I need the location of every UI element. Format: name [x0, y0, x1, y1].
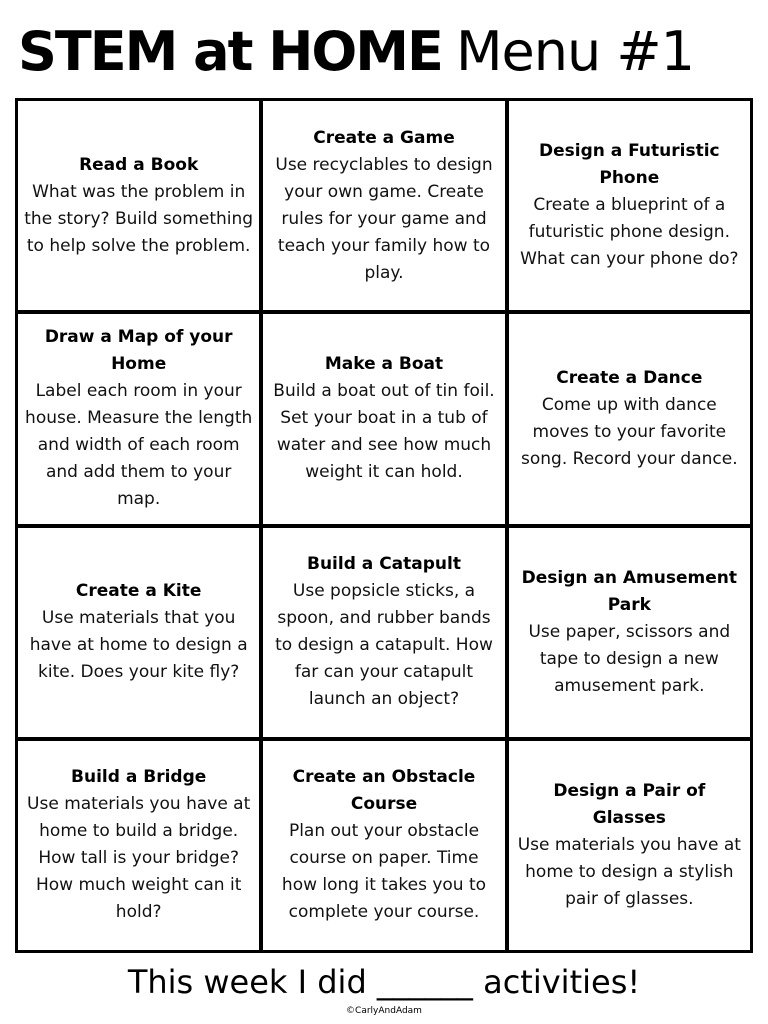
- title-light-part: Menu #1: [455, 20, 694, 83]
- activity-description: Build a boat out of tin foil. Set your boat in a tub of water and see how much weight it can hold.: [273, 381, 495, 483]
- activity-cell-create-a-game: [263, 101, 504, 310]
- activity-cell-obstacle-course: [263, 741, 504, 950]
- activity-grid: [15, 98, 753, 953]
- activity-description: Use recyclables to design your own game. Create rules for your game and teach your family how to play.: [275, 154, 493, 283]
- activity-description: Use materials you have at home to design a stylish pair of glasses.: [517, 834, 741, 909]
- activity-title: Make a Boat: [324, 354, 444, 375]
- activity-cell-build-a-catapult: [263, 528, 504, 737]
- activity-title: Draw a Map of your Home: [44, 327, 233, 375]
- activity-description: Come up with dance moves to your favorite song. Record your dance.: [521, 394, 738, 469]
- activity-cell-map-of-home: [18, 314, 259, 523]
- activity-title: Build a Bridge: [71, 767, 207, 788]
- activity-cell-create-a-kite: [18, 528, 259, 737]
- activity-description: Create a blueprint of a futuristic phone design. What can your phone do?: [520, 195, 739, 270]
- activity-description: Use materials that you have at home to design a kite. Does your kite fly?: [29, 608, 248, 683]
- activity-cell-pair-of-glasses: [509, 741, 750, 950]
- activity-description: Use paper, scissors and tape to design a new amusement park.: [528, 621, 731, 696]
- activity-title: Read a Book: [79, 154, 199, 175]
- activity-title: Design a Pair of Glasses: [553, 780, 706, 828]
- activity-title: Create a Kite: [75, 581, 202, 602]
- page-title: [18, 12, 694, 92]
- activity-title: Create a Game: [313, 127, 455, 148]
- activity-title: Design a Futuristic Phone: [539, 141, 720, 189]
- activity-description: What was the problem in the story? Build something to help solve the problem.: [24, 181, 254, 256]
- title-bold-part: STEM at HOME: [18, 20, 442, 83]
- activity-cell-amusement-park: [509, 528, 750, 737]
- activity-description: Use popsicle sticks, a spoon, and rubber bands to design a catapult. How far can your catapult launch an object?: [275, 581, 493, 710]
- activity-title: Design an Amusement Park: [521, 567, 737, 615]
- activity-description: Plan out your obstacle course on paper. Time how long it takes you to complete your course.: [281, 821, 487, 923]
- activity-cell-create-a-dance: [509, 314, 750, 523]
- activity-title: Create a Dance: [556, 367, 703, 388]
- activity-cell-read-a-book: [18, 101, 259, 310]
- activity-cell-make-a-boat: [263, 314, 504, 523]
- activity-title: Build a Catapult: [307, 554, 461, 575]
- activity-description: Label each room in your house. Measure the length and width of each room and add them to your map.: [25, 381, 253, 510]
- copyright-notice: ©CarlyAndAdam: [346, 1006, 422, 1016]
- activity-cell-futuristic-phone: [509, 101, 750, 310]
- activities-count-line: This week I did ______ activities!: [127, 963, 641, 1001]
- activity-cell-build-a-bridge: [18, 741, 259, 950]
- activity-title: Create an Obstacle Course: [292, 767, 476, 815]
- activity-description: Use materials you have at home to build a bridge. How tall is your bridge? How much weight can it hold?: [27, 794, 251, 923]
